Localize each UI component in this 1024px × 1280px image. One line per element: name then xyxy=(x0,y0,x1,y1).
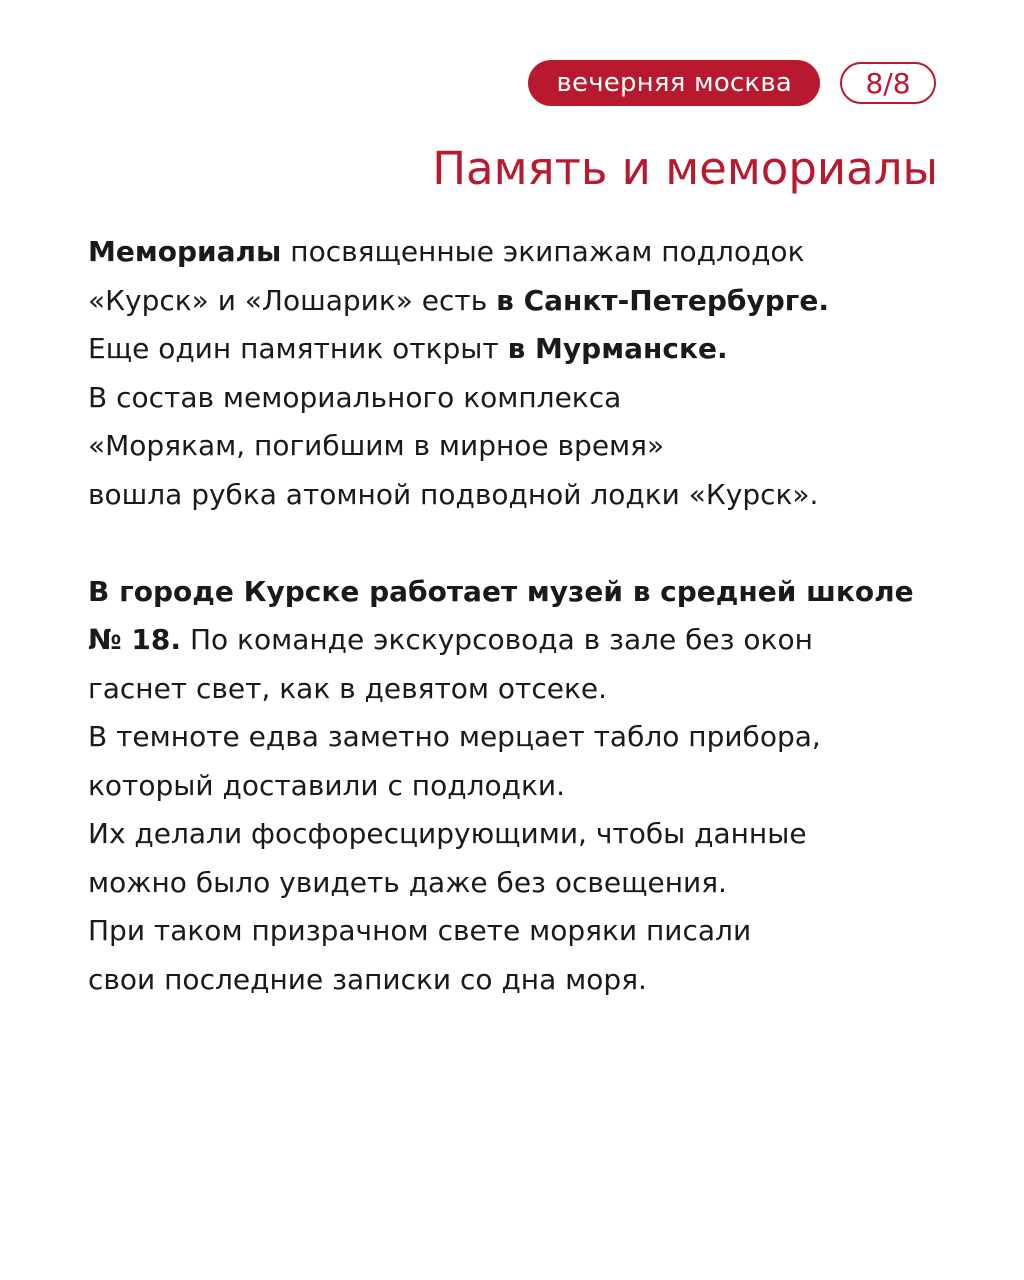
text-fragment: Еще один памятник открыт xyxy=(88,332,508,365)
bold-text: в Санкт-Петербурге. xyxy=(496,283,830,317)
text-line: гаснет свет, как в девятом отсеке. xyxy=(88,671,608,705)
text-line xyxy=(88,228,968,277)
paragraph-kursk-museum xyxy=(88,568,968,1005)
bold-text: Мемориалы xyxy=(88,235,282,268)
text-fragment: По команде экскурсовода в зале без окон xyxy=(181,623,813,656)
text-fragment: посвященные экипажам подлодок xyxy=(281,235,805,268)
text-fragment: «Курск» и «Лошарик» есть xyxy=(88,283,497,317)
text-line: вошла рубка атомной подводной лодки «Курск». xyxy=(88,477,819,511)
brand-badge: вечерняя москва xyxy=(528,60,820,106)
text-line: «Морякам, погибшим в мирное время» xyxy=(88,429,665,462)
text-line: Их делали фосфоресцирующими, чтобы данные xyxy=(88,817,807,850)
text-line: можно было увидеть даже без освещения. xyxy=(88,865,727,899)
paragraph-spacer xyxy=(88,519,968,568)
bold-text: № 18. xyxy=(88,623,182,656)
text-line: В темноте едва заметно мерцает табло прибора, xyxy=(88,720,821,753)
text-line: При таком призрачном свете моряки писали xyxy=(88,914,752,947)
bold-text: в Мурманске. xyxy=(507,332,728,365)
article-body xyxy=(88,228,968,1004)
text-line: который доставили с подлодки. xyxy=(88,768,565,802)
text-line xyxy=(88,325,968,374)
page-title: Память и мемориалы xyxy=(432,142,938,195)
text-line xyxy=(88,277,968,326)
text-line: В состав мемориального комплекса xyxy=(88,380,622,414)
header xyxy=(528,60,936,106)
text-line xyxy=(88,616,968,665)
page-counter: 8/8 xyxy=(840,62,936,104)
paragraph-memorials xyxy=(88,228,968,519)
text-line: свои последние записки со дна моря. xyxy=(88,962,647,996)
bold-text: В городе Курске работает музей в средней школе xyxy=(88,574,914,608)
text-line xyxy=(88,568,968,617)
